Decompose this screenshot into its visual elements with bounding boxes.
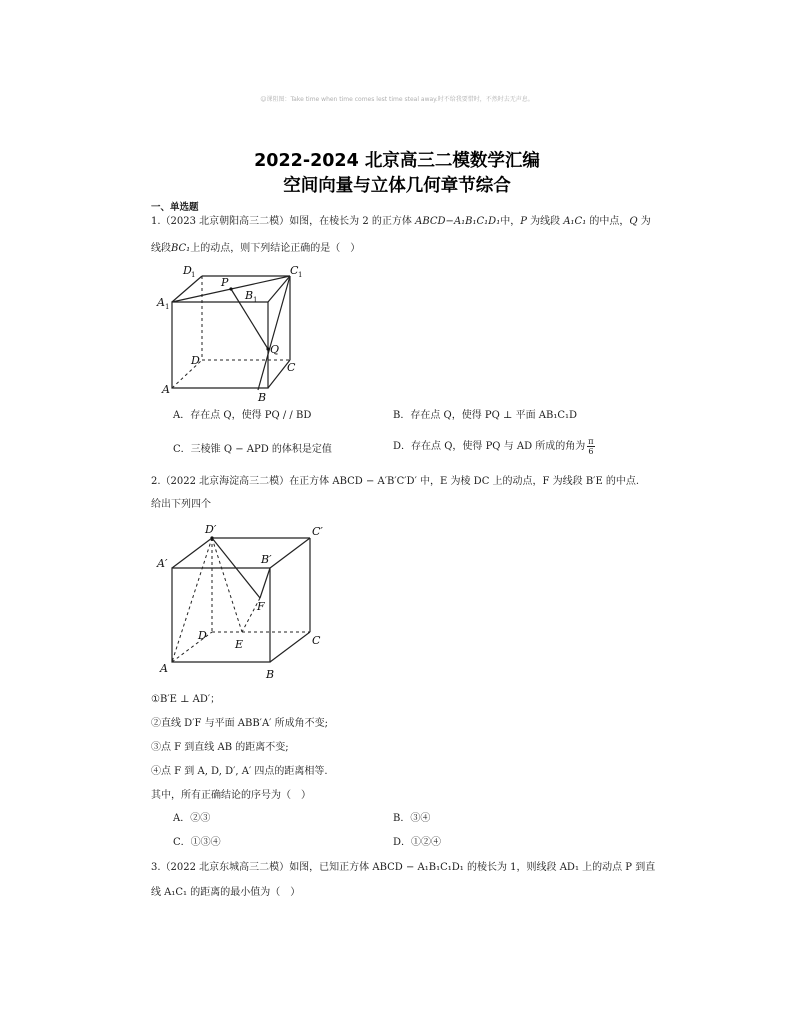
q2-front-face xyxy=(172,568,270,662)
watermark: ☺课阻图：Take time when time comes lest time steal away.时不给我要惜时，不然时去无声息。 xyxy=(260,96,534,103)
section-heading: 一、单选题 xyxy=(151,202,199,213)
q3-stem-line2: 线 A₁C₁ 的距离的最小值为（ ） xyxy=(151,887,301,898)
q2-option-c[interactable]: C．①③④ xyxy=(173,837,221,848)
q1-stem-line1: 1.（2023 北京朝阳高三二模）如图，在棱长为 2 的正方体 ABCD−A₁B₁C₁D₁中，P 为线段 A₁C₁ 的中点，Q 为 xyxy=(151,216,651,227)
q1-option-c[interactable]: C．三棱锥 Q − APD 的体积是定值 xyxy=(173,444,332,455)
page-title: 2022-2024 北京高三二模数学汇编 xyxy=(254,151,540,171)
q1-label-D1: D xyxy=(183,264,192,277)
q2-option-a[interactable]: A．②③ xyxy=(173,813,211,824)
q1-option-a[interactable]: A．存在点 Q，使得 PQ / / BD xyxy=(173,410,312,421)
fraction-pi-over-6: $\frac{\pi}{6}$ xyxy=(588,437,594,456)
q1-stem-line2: 线段BC₁上的动点，则下列结论正确的是（ ） xyxy=(151,243,361,254)
q2-cube-figure xyxy=(150,520,340,682)
q2-label-D1: D′ xyxy=(205,523,217,536)
q1-option-d[interactable]: D．存在点 Q，使得 PQ 与 AD 所成的角为 $\frac{\pi}{6}$ xyxy=(393,437,594,456)
q1-cube-figure xyxy=(150,262,310,402)
q2-option-b[interactable]: B．③④ xyxy=(393,813,431,824)
q1-label-D: D xyxy=(191,354,200,367)
q1-label-B: B xyxy=(258,391,267,404)
q2-label-B: B xyxy=(266,668,275,681)
q2-label-C: C xyxy=(312,634,321,647)
q2-statement-4: ④点 F 到 A, D, D′, A′ 四点的距离相等. xyxy=(151,766,328,777)
svg-text:1: 1 xyxy=(253,296,258,304)
q2-question: 其中，所有正确结论的序号为（ ） xyxy=(151,790,311,801)
q1-option-b[interactable]: B．存在点 Q，使得 PQ ⊥ 平面 AB₁C₁D xyxy=(393,410,578,421)
page-subtitle: 空间向量与立体几何章节综合 xyxy=(283,176,511,196)
svg-text:1: 1 xyxy=(298,271,303,279)
q2-label-B1: B′ xyxy=(261,553,272,566)
q2-label-C1: C′ xyxy=(312,525,323,538)
q1-label-Q: Q xyxy=(270,343,280,356)
svg-text:1: 1 xyxy=(165,303,170,311)
q2-stem-line1: 2.（2022 北京海淀高三二模）在正方体 ABCD − A′B′C′D′ 中，E 为棱 DC 上的动点，F 为线段 B′E 的中点. xyxy=(151,476,640,487)
q1-label-C1: C xyxy=(290,264,299,277)
q1-label-B1: B xyxy=(245,289,254,302)
q2-label-D: D xyxy=(198,629,207,642)
svg-text:1: 1 xyxy=(191,271,196,279)
q2-statement-3: ③点 F 到直线 AB 的距离不变; xyxy=(151,742,289,753)
q1-label-A: A xyxy=(162,383,170,396)
q1-point-P xyxy=(229,287,232,290)
q2-label-F: F xyxy=(257,600,265,613)
q1-label-A1: A xyxy=(157,296,165,309)
q2-point-D1 xyxy=(210,536,213,539)
q2-stem-line2: 给出下列四个 xyxy=(151,499,211,510)
q1-segment-BC1 xyxy=(258,276,290,390)
q2-label-A: A xyxy=(160,662,168,675)
q2-option-d[interactable]: D．①②④ xyxy=(393,837,442,848)
q2-label-A1: A′ xyxy=(157,557,168,570)
q2-label-E: E xyxy=(235,638,244,651)
q2-statement-2: ②直线 D′F 与平面 ABB′A′ 所成角不变; xyxy=(151,718,328,729)
q3-stem-line1: 3.（2022 北京东城高三二模）如图，已知正方体 ABCD − A₁B₁C₁D₁ 的棱长为 1，则线段 AD₁ 上的动点 P 到直 xyxy=(151,862,656,873)
q2-statement-1: ①B′E ⊥ AD′； xyxy=(151,694,221,705)
q1-label-P: P xyxy=(221,276,229,289)
q1-label-C: C xyxy=(287,361,296,374)
